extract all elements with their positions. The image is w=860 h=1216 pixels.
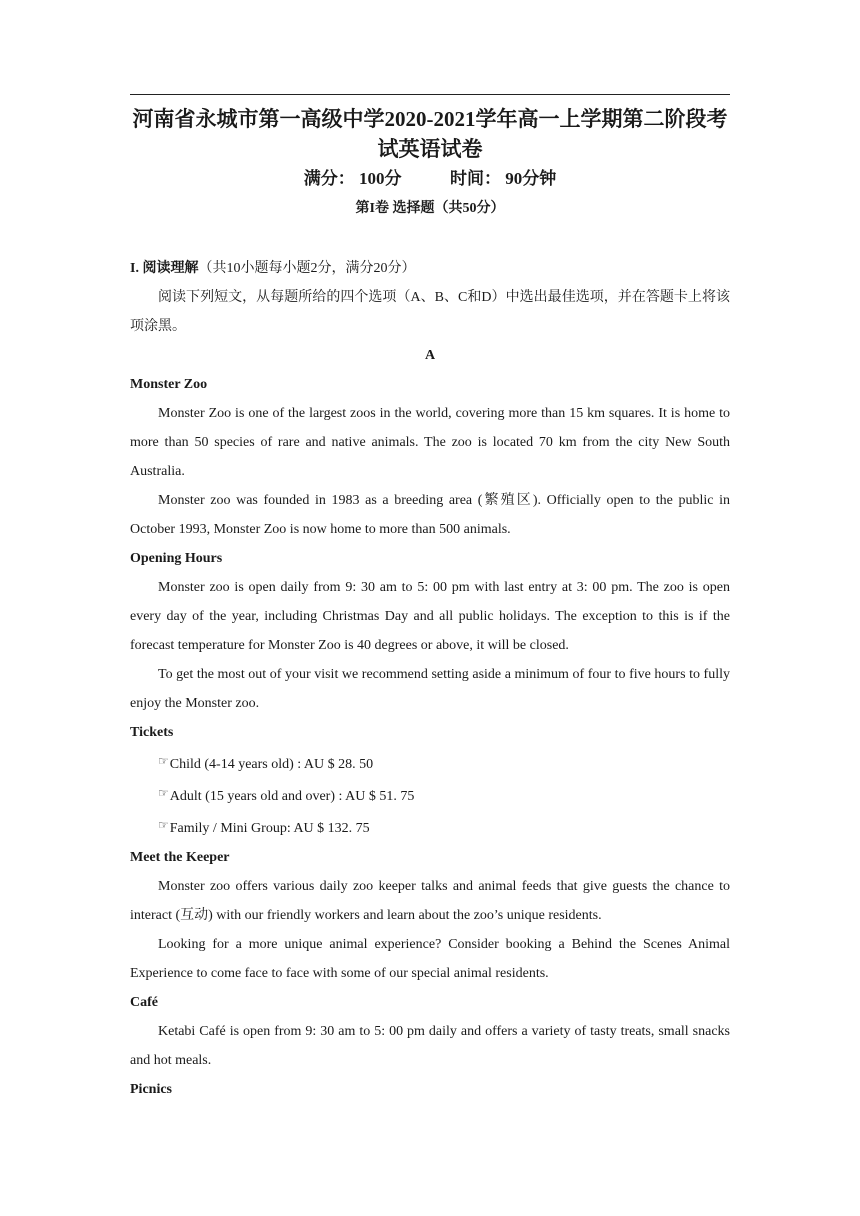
hand-pointing-icon: ☞: [158, 818, 169, 832]
ticket-text: Family / Mini Group: AU $ 132. 75: [169, 821, 370, 836]
hand-pointing-icon: ☞: [158, 754, 169, 768]
part-heading-label: I. 阅读理解: [130, 261, 199, 276]
intro-paragraph-1: Monster Zoo is one of the largest zoos in the world, covering more than 15 km squares. It is home to more than 50 species of rare and native animals. The zoo is located 70 km from the city New South Australia.: [130, 406, 730, 479]
cafe-heading: Café: [130, 995, 158, 1010]
header-rule: [130, 94, 730, 95]
keeper-paragraph-1: Monster zoo offers various daily zoo keeper talks and animal feeds that give guests the chance to interact (互动) with our friendly workers and learn about the zoo’s unique residents.: [130, 879, 730, 923]
opening-paragraph-1: Monster zoo is open daily from 9: 30 am to 5: 00 pm with last entry at 3: 00 pm. The zoo is open every day of the year, including Christmas Day and all public holidays. The exception to this is if the forecast temperature for Monster Zoo is 40 degrees or above, it will be closed.: [130, 580, 730, 653]
picnics-heading: Picnics: [130, 1082, 172, 1097]
passage-title: Monster Zoo: [130, 377, 208, 392]
opening-hours-heading: Opening Hours: [130, 551, 223, 566]
meet-keeper-heading: Meet the Keeper: [130, 850, 230, 865]
section-title: 第I卷 选择题（共50分）: [355, 201, 505, 216]
full-score-value: 100分: [359, 169, 402, 188]
time-label: 时间：: [450, 169, 501, 188]
part-heading-note: （共10小题每小题2分，满分20分）: [198, 261, 416, 276]
time-value: 90分钟: [505, 169, 557, 188]
tickets-heading: Tickets: [130, 725, 174, 740]
exam-title: 河南省永城市第一高级中学2020-2021学年高一上学期第二阶段考试英语试卷: [132, 107, 728, 161]
part-instruction: 阅读下列短文，从每题所给的四个选项（A、B、C和D）中选出最佳选项，并在答题卡上将该项涂黑。: [130, 290, 730, 334]
ticket-item: [130, 811, 730, 843]
ticket-item: [130, 779, 730, 811]
exam-meta: [130, 166, 730, 192]
part-heading: [130, 254, 730, 283]
full-score-label: 满分：: [303, 169, 355, 188]
cafe-paragraph: Ketabi Café is open from 9: 30 am to 5: 00 pm daily and offers a variety of tasty treats, small snacks and hot meals.: [130, 1024, 730, 1068]
hand-pointing-icon: ☞: [158, 786, 169, 800]
opening-paragraph-2: To get the most out of your visit we recommend setting aside a minimum of four to five hours to fully enjoy the Monster zoo.: [130, 667, 730, 711]
ticket-item: [130, 747, 730, 779]
passage-letter: A: [424, 348, 436, 363]
ticket-text: Child (4-14 years old) : AU $ 28. 50: [169, 757, 374, 772]
exam-body: [130, 254, 730, 1104]
ticket-text: Adult (15 years old and over) : AU $ 51. 75: [169, 789, 415, 804]
intro-paragraph-2: Monster zoo was founded in 1983 as a breeding area (繁殖区). Officially open to the public in October 1993, Monster Zoo is now home to more than 500 animals.: [130, 493, 730, 537]
keeper-paragraph-2: Looking for a more unique animal experience? Consider booking a Behind the Scenes Animal Experience to come face to face with some of our special animal residents.: [130, 937, 730, 981]
